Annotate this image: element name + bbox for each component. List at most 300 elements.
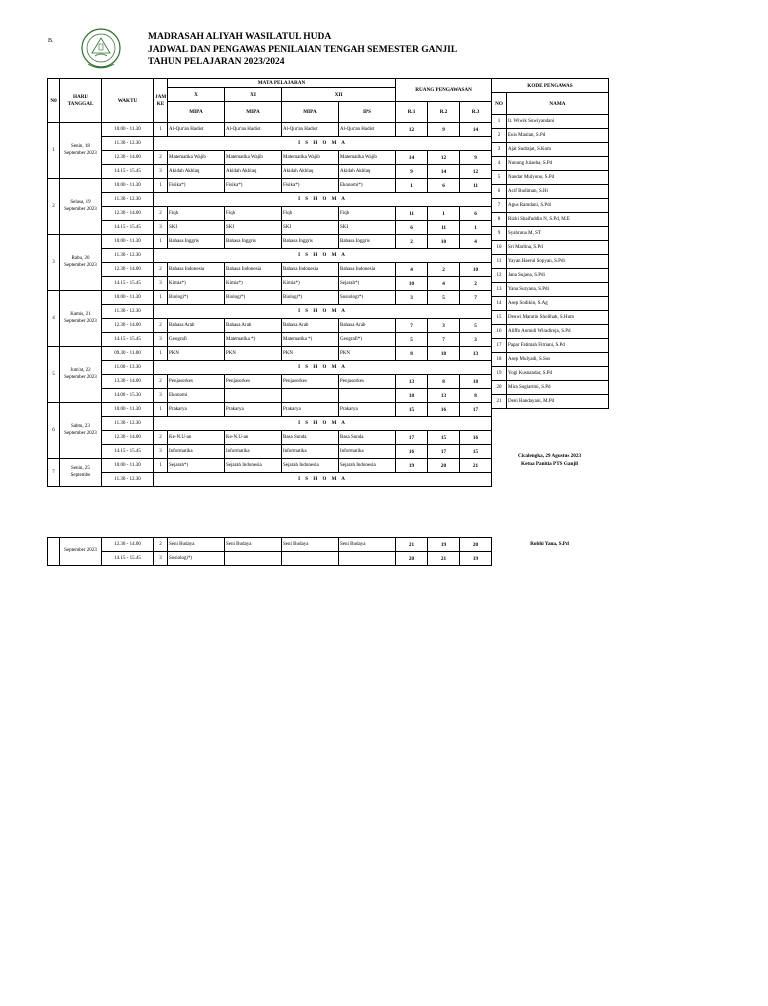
room-1-supervisor: 17: [396, 431, 428, 445]
subject-xii-ips: [339, 389, 396, 403]
ishoma-cell: I S H O M A: [154, 193, 492, 207]
table-row: [48, 403, 492, 417]
day-date: Selasa, 19 September 2023: [60, 179, 102, 235]
supervisor-name: Ir. Wiwik Suwiyandani: [507, 115, 609, 129]
subject-xii-mipa: Informatika: [282, 445, 339, 459]
time-cell: 10.00 - 11.30: [102, 235, 154, 249]
table-row: [492, 213, 609, 227]
col-r3: R.3: [460, 102, 492, 123]
subject-x-mipa: PKN: [168, 347, 225, 361]
room-2-supervisor: 4: [428, 277, 460, 291]
session-cell: 2: [154, 151, 168, 165]
subject-xii-mipa: [282, 552, 339, 566]
time-cell: 11.30 - 12.30: [102, 305, 154, 319]
schedule-table-continued: [47, 537, 492, 566]
subject-xi-mipa: Sejarah Indonesia: [225, 459, 282, 473]
madrasah-logo: [80, 26, 122, 74]
room-1-supervisor: 8: [396, 347, 428, 361]
subject-x-mipa: Sejarah*): [168, 459, 225, 473]
time-cell: 14.00 - 15.30: [102, 389, 154, 403]
supervisor-name: Euis Maulan, S.Pd: [507, 129, 609, 143]
subject-x-mipa: Sosiologi*): [168, 552, 225, 566]
room-1-supervisor: 15: [396, 403, 428, 417]
table-row: [492, 241, 609, 255]
subject-x-mipa: Kimia*): [168, 277, 225, 291]
day-date: Senin, 18 September 2023: [60, 123, 102, 179]
subject-xii-mipa: SKI: [282, 221, 339, 235]
subject-xi-mipa: Informatika: [225, 445, 282, 459]
subject-x-mipa: Seni Budaya: [168, 538, 225, 552]
supervisor-code: 16: [492, 325, 507, 339]
signature-name: Robhi Yana, S.Pd: [530, 541, 569, 547]
room-1-supervisor: 11: [396, 207, 428, 221]
subject-xii-ips: Prakarya: [339, 403, 396, 417]
subject-xii-ips: Ekonomi*): [339, 179, 396, 193]
supervisor-name: Nandar Mulyono, S.Pd: [507, 171, 609, 185]
ishoma-cell: I S H O M A: [154, 305, 492, 319]
room-3-supervisor: 7: [460, 291, 492, 305]
session-cell: 2: [154, 263, 168, 277]
room-1-supervisor: 13: [396, 375, 428, 389]
room-1-supervisor: 9: [396, 165, 428, 179]
supervisor-code: 21: [492, 395, 507, 409]
session-cell: 2: [154, 538, 168, 552]
time-cell: 11.30 - 12.30: [102, 473, 154, 487]
room-2-supervisor: 14: [428, 165, 460, 179]
room-1-supervisor: 7: [396, 319, 428, 333]
supervisor-code: 18: [492, 353, 507, 367]
room-1-supervisor: 20: [396, 552, 428, 566]
subject-xii-mipa: Sejarah Indonesia: [282, 459, 339, 473]
subject-xii-ips: SKI: [339, 221, 396, 235]
room-3-supervisor: 16: [460, 431, 492, 445]
table-row: [48, 538, 492, 552]
time-cell: 11.30 - 12.30: [102, 137, 154, 151]
supervisor-table: [491, 78, 609, 409]
time-cell: 12.30 - 14.00: [102, 431, 154, 445]
supervisor-name: Ajat Sudrajat, S.Kom: [507, 143, 609, 157]
supervisor-name: Rizki Shaifuddin N, S.Pd, M.E: [507, 213, 609, 227]
table-row: [48, 165, 492, 179]
table-row: [48, 305, 492, 319]
table-row: [492, 297, 609, 311]
supervisor-code: 6: [492, 185, 507, 199]
subject-xi-mipa: [225, 389, 282, 403]
supervisor-name: Sri Marlina, S.Pd: [507, 241, 609, 255]
session-cell: 1: [154, 179, 168, 193]
day-date: Rabu, 20 September 2023: [60, 235, 102, 291]
school-name: MADRASAH ALIYAH WASILATUL HUDA: [148, 32, 332, 42]
subject-xii-mipa: Bahasa Inggris: [282, 235, 339, 249]
table-row: [48, 375, 492, 389]
table-row: [48, 473, 492, 487]
time-cell: 09.30 - 11.00: [102, 347, 154, 361]
subject-xii-mipa: Bahasa Indonesia: [282, 263, 339, 277]
session-cell: 1: [154, 123, 168, 137]
room-1-supervisor: 3: [396, 291, 428, 305]
room-2-supervisor: 8: [428, 375, 460, 389]
table-row: [48, 193, 492, 207]
subject-x-mipa: SKI: [168, 221, 225, 235]
supervisor-code: 5: [492, 171, 507, 185]
time-cell: 12.30 - 14.00: [102, 207, 154, 221]
supervisor-code: 10: [492, 241, 507, 255]
room-2-supervisor: 13: [428, 389, 460, 403]
subject-xii-ips: Penjasorkes: [339, 375, 396, 389]
document-title: JADWAL DAN PENGAWAS PENILAIAN TENGAH SEMESTER GANJIL: [148, 44, 458, 55]
room-3-supervisor: 14: [460, 123, 492, 137]
supervisor-code: 15: [492, 311, 507, 325]
subject-xii-mipa: Fiqh: [282, 207, 339, 221]
subject-xi-mipa: Seni Budaya: [225, 538, 282, 552]
supervisor-name: Jana Sujana, S.Pdi: [507, 269, 609, 283]
room-1-supervisor: 10: [396, 277, 428, 291]
col-mipa-x: MIPA: [168, 102, 225, 123]
col-no: N0: [48, 79, 60, 123]
session-cell: 3: [154, 277, 168, 291]
subject-xii-mipa: Seni Budaya: [282, 538, 339, 552]
subject-xi-mipa: Fiqh: [225, 207, 282, 221]
subject-x-mipa: Geografi: [168, 333, 225, 347]
day-number: 6: [48, 403, 60, 459]
time-cell: 14.15 - 15.45: [102, 445, 154, 459]
subject-xii-ips: PKN: [339, 347, 396, 361]
session-cell: 1: [154, 291, 168, 305]
subject-xii-ips: Akidah Akhlaq: [339, 165, 396, 179]
time-cell: 10.00 - 11.30: [102, 459, 154, 473]
subject-x-mipa: Akidah Akhlaq: [168, 165, 225, 179]
subject-xii-mipa: Matematika *): [282, 333, 339, 347]
room-1-supervisor: 21: [396, 538, 428, 552]
room-3-supervisor: 1: [460, 221, 492, 235]
day-number: 5: [48, 347, 60, 403]
room-2-supervisor: 17: [428, 445, 460, 459]
subject-xii-ips: Geografi*): [339, 333, 396, 347]
col-waktu: WAKTU: [102, 79, 154, 123]
room-2-supervisor: 3: [428, 319, 460, 333]
room-3-supervisor: 21: [460, 459, 492, 473]
time-cell: 12.30 - 14.00: [102, 263, 154, 277]
table-row: [48, 263, 492, 277]
subject-xii-mipa: Biologi*): [282, 291, 339, 305]
ishoma-cell: I S H O M A: [154, 473, 492, 487]
subject-xii-mipa: Akidah Akhlaq: [282, 165, 339, 179]
table-row: [48, 445, 492, 459]
supervisor-name: Yana Suryana, S.Pdi: [507, 283, 609, 297]
subject-xii-ips: Fiqh: [339, 207, 396, 221]
subject-xi-mipa: Kimia*): [225, 277, 282, 291]
session-cell: 1: [154, 347, 168, 361]
supervisor-code: 11: [492, 255, 507, 269]
day-date: September 2023: [60, 538, 102, 566]
academic-year: TAHUN PELAJARAN 2023/2024: [148, 57, 285, 67]
room-3-supervisor: 3: [460, 333, 492, 347]
subject-xii-ips: Bahasa Arab: [339, 319, 396, 333]
subject-xii-mipa: Bahasa Arab: [282, 319, 339, 333]
supervisor-name: Acif Budiman, S.Hi: [507, 185, 609, 199]
table-row: [492, 283, 609, 297]
room-1-supervisor: 12: [396, 123, 428, 137]
subject-x-mipa: Prakarya: [168, 403, 225, 417]
col-kode: KODE PENGAWAS: [492, 79, 609, 93]
table-row: [492, 171, 609, 185]
col-ruang: RUANG PENGAWASAN: [396, 79, 492, 102]
subject-xi-mipa: SKI: [225, 221, 282, 235]
subject-xi-mipa: PKN: [225, 347, 282, 361]
session-cell: 2: [154, 319, 168, 333]
table-row: [48, 459, 492, 473]
room-2-supervisor: 15: [428, 431, 460, 445]
supervisor-name: Aliffo Anmidi Wiradireja, S.Pd: [507, 325, 609, 339]
schedule-header: [48, 79, 492, 123]
subject-xi-mipa: Prakarya: [225, 403, 282, 417]
table-row: [492, 395, 609, 409]
table-row: [48, 277, 492, 291]
room-3-supervisor: 6: [460, 207, 492, 221]
day-date: Kamis, 21 September 2023: [60, 291, 102, 347]
room-3-supervisor: 17: [460, 403, 492, 417]
table-row: [48, 291, 492, 305]
session-cell: 3: [154, 552, 168, 566]
room-1-supervisor: 5: [396, 333, 428, 347]
time-cell: 14.15 - 15.45: [102, 221, 154, 235]
time-cell: 11.00 - 13.30: [102, 361, 154, 375]
table-row: [492, 367, 609, 381]
time-cell: 11.30 - 12.30: [102, 417, 154, 431]
table-row: [48, 179, 492, 193]
subject-xii-mipa: Penjasorkes: [282, 375, 339, 389]
table-row: [48, 431, 492, 445]
subject-xi-mipa: Ke-N.U-an: [225, 431, 282, 445]
session-cell: 2: [154, 431, 168, 445]
table-row: [48, 123, 492, 137]
subject-xii-mipa: PKN: [282, 347, 339, 361]
day-number: [48, 538, 60, 566]
time-cell: 14.15 - 15.45: [102, 165, 154, 179]
subject-xii-ips: Al-Qur'an Hadist: [339, 123, 396, 137]
subject-xii-mipa: Al-Qur'an Hadist: [282, 123, 339, 137]
subject-xii-ips: Sejarah Indonesia: [339, 459, 396, 473]
table-row: [48, 207, 492, 221]
table-row: [48, 221, 492, 235]
room-3-supervisor: 20: [460, 538, 492, 552]
room-2-supervisor: 2: [428, 263, 460, 277]
subject-xi-mipa: Al-Qur'an Hadist: [225, 123, 282, 137]
day-date: Senin, 25 Septembe: [60, 459, 102, 487]
supervisor-code: 3: [492, 143, 507, 157]
col-mapel: MATA PELAJARAN: [168, 79, 396, 88]
subject-xi-mipa: Matematika *): [225, 333, 282, 347]
supervisor-code: 13: [492, 283, 507, 297]
room-3-supervisor: 11: [460, 179, 492, 193]
room-2-supervisor: 9: [428, 123, 460, 137]
room-2-supervisor: 7: [428, 333, 460, 347]
table-row: [492, 115, 609, 129]
subject-xii-ips: Sejarah*): [339, 277, 396, 291]
supervisor-code: 19: [492, 367, 507, 381]
table-row: [48, 235, 492, 249]
table-row: [492, 129, 609, 143]
room-2-supervisor: 6: [428, 179, 460, 193]
table-row: [492, 353, 609, 367]
supervisor-name: Nunung Julaeha, S.Pd: [507, 157, 609, 171]
ishoma-cell: I S H O M A: [154, 417, 492, 431]
time-cell: 14.15 - 15.45: [102, 333, 154, 347]
room-2-supervisor: 11: [428, 221, 460, 235]
room-3-supervisor: 18: [460, 375, 492, 389]
session-cell: 3: [154, 389, 168, 403]
table-row: [492, 185, 609, 199]
time-cell: 11.30 - 12.30: [102, 249, 154, 263]
subject-xii-mipa: Fisika*): [282, 179, 339, 193]
col-r2: R.2: [428, 102, 460, 123]
subject-xii-mipa: Kimia*): [282, 277, 339, 291]
room-2-supervisor: 20: [428, 459, 460, 473]
ishoma-cell: I S H O M A: [154, 137, 492, 151]
room-2-supervisor: 1: [428, 207, 460, 221]
subject-xi-mipa: Fisika*): [225, 179, 282, 193]
subject-xi-mipa: Penjasorkes: [225, 375, 282, 389]
supervisor-code: 1: [492, 115, 507, 129]
col-ips: IPS: [339, 102, 396, 123]
subject-xi-mipa: Akidah Akhlaq: [225, 165, 282, 179]
room-3-supervisor: 12: [460, 165, 492, 179]
supervisor-code: 8: [492, 213, 507, 227]
table-row: [48, 151, 492, 165]
subject-x-mipa: Fisika*): [168, 179, 225, 193]
room-1-supervisor: 1: [396, 179, 428, 193]
subject-xi-mipa: Matematika Wajib: [225, 151, 282, 165]
subject-xii-ips: Basa Sunda: [339, 431, 396, 445]
room-1-supervisor: 2: [396, 235, 428, 249]
table-row: [492, 199, 609, 213]
supervisor-name: Deni Handayani, M.Pd: [507, 395, 609, 409]
room-2-supervisor: 18: [428, 347, 460, 361]
session-cell: 1: [154, 235, 168, 249]
subject-x-mipa: Informatika: [168, 445, 225, 459]
time-cell: 12.30 - 14.00: [102, 319, 154, 333]
col-xi: XI: [225, 88, 282, 102]
subject-x-mipa: Biologi*): [168, 291, 225, 305]
subject-xi-mipa: Bahasa Arab: [225, 319, 282, 333]
col-nama: NAMA: [507, 93, 609, 115]
subject-xii-mipa: Matematika Wajib: [282, 151, 339, 165]
room-3-supervisor: 2: [460, 277, 492, 291]
room-3-supervisor: 4: [460, 235, 492, 249]
day-number: 2: [48, 179, 60, 235]
time-cell: 10.00 - 11.30: [102, 403, 154, 417]
ishoma-cell: I S H O M A: [154, 361, 492, 375]
time-cell: 12.30 - 14.00: [102, 151, 154, 165]
subject-xi-mipa: Bahasa Inggris: [225, 235, 282, 249]
supervisor-code: 14: [492, 297, 507, 311]
room-2-supervisor: 12: [428, 151, 460, 165]
room-3-supervisor: 5: [460, 319, 492, 333]
room-2-supervisor: 19: [428, 538, 460, 552]
supervisor-code: 4: [492, 157, 507, 171]
subject-x-mipa: Matematika Wajib: [168, 151, 225, 165]
page-mark: B.: [48, 38, 54, 44]
day-number: 7: [48, 459, 60, 487]
supervisor-name: Agus Ramdani, S.Pdi: [507, 199, 609, 213]
room-1-supervisor: 16: [396, 445, 428, 459]
room-1-supervisor: 19: [396, 459, 428, 473]
time-cell: 11.30 - 12.30: [102, 193, 154, 207]
supervisor-name: Mira Sugiartini, S.Pd: [507, 381, 609, 395]
room-3-supervisor: 8: [460, 389, 492, 403]
table-row: [48, 137, 492, 151]
table-row: [48, 249, 492, 263]
room-3-supervisor: 19: [460, 552, 492, 566]
day-number: 3: [48, 235, 60, 291]
session-cell: 3: [154, 333, 168, 347]
time-cell: 13.30 - 14.00: [102, 375, 154, 389]
subject-xii-mipa: Prakarya: [282, 403, 339, 417]
table-row: [492, 339, 609, 353]
session-cell: 3: [154, 221, 168, 235]
supervisor-body: [492, 115, 609, 409]
schedule-body-continued: [48, 538, 492, 566]
schedule-table: [47, 78, 492, 487]
table-row: [492, 227, 609, 241]
room-2-supervisor: 16: [428, 403, 460, 417]
supervisor-name: Yayan Haerul Sopyan, S.Pdi: [507, 255, 609, 269]
table-row: [48, 361, 492, 375]
subject-x-mipa: Ekonomi: [168, 389, 225, 403]
session-cell: 3: [154, 165, 168, 179]
subject-xi-mipa: Biologi*): [225, 291, 282, 305]
subject-xii-mipa: [282, 389, 339, 403]
col-xii: XII: [282, 88, 396, 102]
subject-x-mipa: Bahasa Indonesia: [168, 263, 225, 277]
time-cell: 12.30 - 14.00: [102, 538, 154, 552]
room-2-supervisor: 21: [428, 552, 460, 566]
room-3-supervisor: 15: [460, 445, 492, 459]
table-row: [48, 319, 492, 333]
table-row: [492, 269, 609, 283]
supervisor-code: 17: [492, 339, 507, 353]
subject-x-mipa: Bahasa Arab: [168, 319, 225, 333]
supervisor-name: Papar Fatimah Fitriani, S.Pd: [507, 339, 609, 353]
supervisor-code: 2: [492, 129, 507, 143]
subject-xii-mipa: Basa Sunda: [282, 431, 339, 445]
table-row: [492, 381, 609, 395]
table-row: [492, 311, 609, 325]
col-x: X: [168, 88, 225, 102]
day-date: Sabtu, 23 September 2023: [60, 403, 102, 459]
day-date: Jum'at, 22 September 2023: [60, 347, 102, 403]
subject-xii-ips: Sosiologi*): [339, 291, 396, 305]
table-row: [492, 157, 609, 171]
col-hari: HARI/ TANGGAL: [60, 79, 102, 123]
session-cell: 1: [154, 459, 168, 473]
session-cell: 3: [154, 445, 168, 459]
room-3-supervisor: 13: [460, 347, 492, 361]
table-row: [492, 325, 609, 339]
time-cell: 10.00 - 11.30: [102, 179, 154, 193]
room-2-supervisor: 10: [428, 235, 460, 249]
subject-xi-mipa: Bahasa Indonesia: [225, 263, 282, 277]
room-3-supervisor: 9: [460, 151, 492, 165]
day-number: 4: [48, 291, 60, 347]
room-1-supervisor: 14: [396, 151, 428, 165]
session-cell: 2: [154, 375, 168, 389]
supervisor-name: Yogi Kusnandar, S.Pd: [507, 367, 609, 381]
supervisor-code: 7: [492, 199, 507, 213]
day-number: 1: [48, 123, 60, 179]
col-mipa-xi: MIPA: [225, 102, 282, 123]
session-cell: 2: [154, 207, 168, 221]
